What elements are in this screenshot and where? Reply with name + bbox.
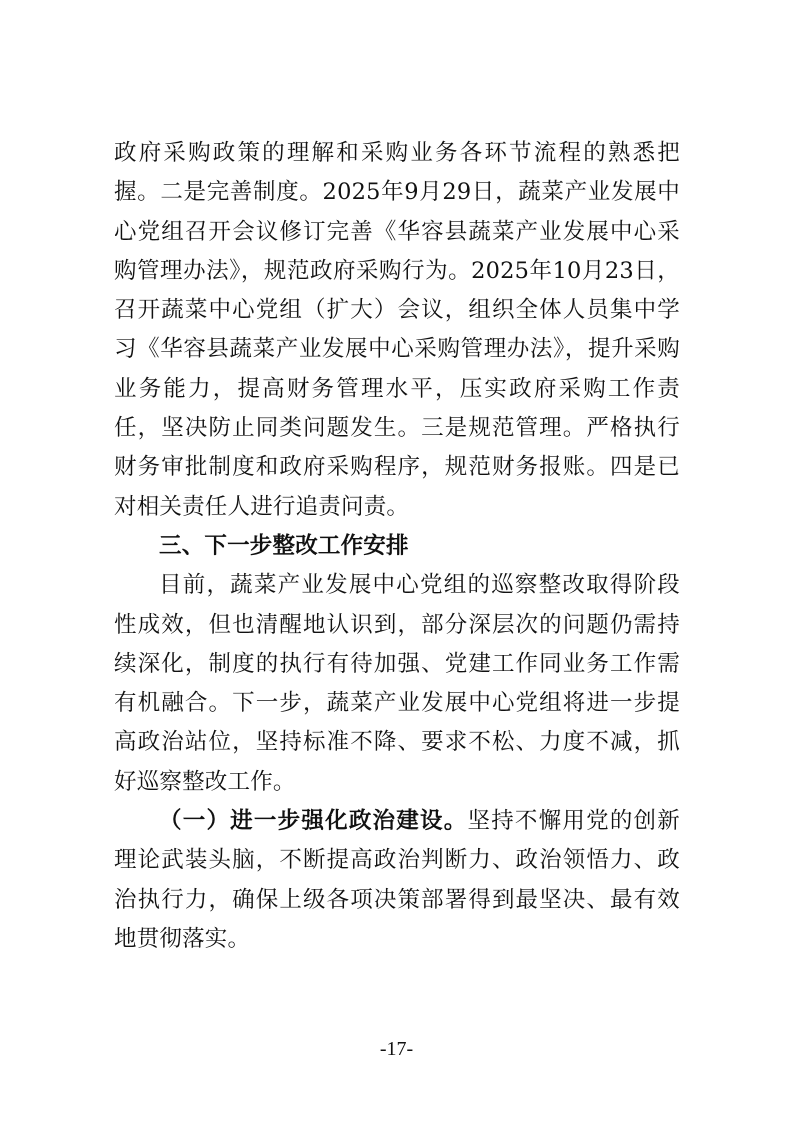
paragraph-next-steps: 目前，蔬菜产业发展中心党组的巡察整改取得阶段性成效，但也清醒地认识到，部分深层次的问题仍需持续深化，制度的执行有待加强、党建工作同业务工作需有机融合。下一步，蔬菜产业发展中心党组将进一步提高政治站位，坚持标准不降、要求不松、力度不减，抓好巡察整改工作。	[114, 572, 680, 795]
paragraph-political-construction	[114, 802, 680, 959]
subsection-text: 坚持不懈用党的创新理论武装头脑，不断提高政治判断力、政治领悟力、政治执行力，确保上级各项决策部署得到最坚决、最有效地贯彻落实。	[114, 808, 680, 952]
document-body	[114, 134, 680, 959]
paragraph-continued: 政府采购政策的理解和采购业务各环节流程的熟悉把握。二是完善制度。2025年9月29日，蔬菜产业发展中心党组召开会议修订完善《华容县蔬菜产业发展中心采购管理办法》，规范政府采购行为。2025年10月23日，召开蔬菜中心党组（扩大）会议，组织全体人员集中学习《华容县蔬菜产业发展中心采购管理办法》，提升采购业务能力，提高财务管理水平，压实政府采购工作责任，坚决防止同类问题发生。三是规范管理。严格执行财务审批制度和政府采购程序，规范财务报账。四是已对相关责任人进行追责问责。	[114, 140, 680, 520]
page-number: -17-	[379, 1038, 414, 1060]
section-heading: 三、下一步整改工作安排	[159, 532, 409, 559]
subsection-lead: （一）进一步强化政治建设。	[159, 808, 468, 835]
